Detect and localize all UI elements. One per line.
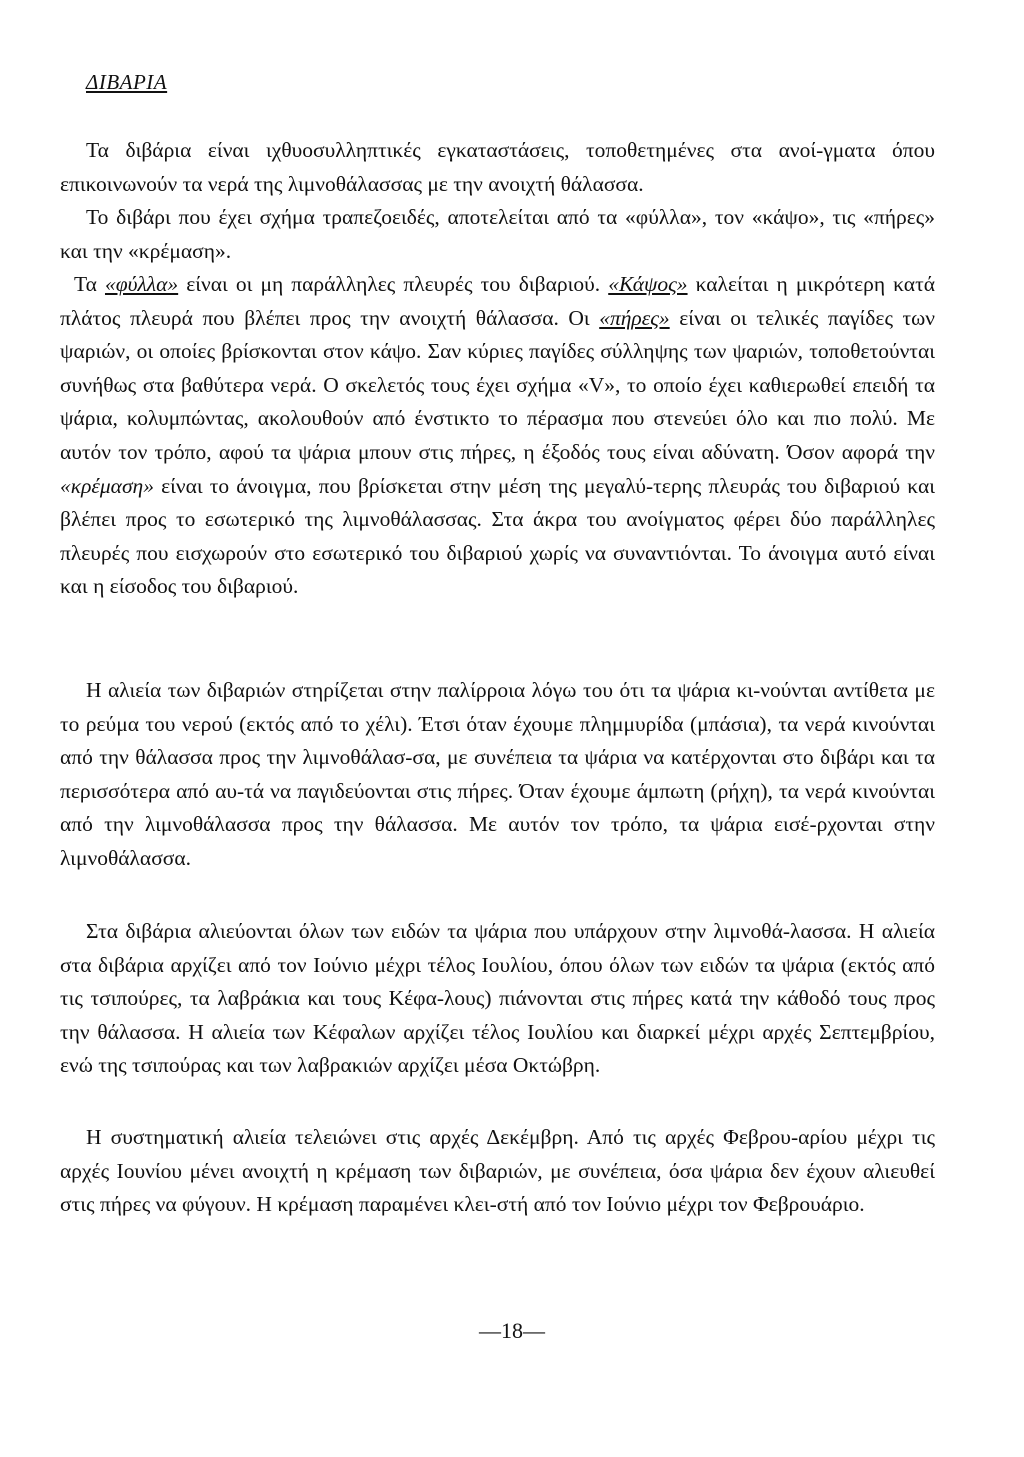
page-number: —18— xyxy=(479,1318,545,1343)
page-title: ΔΙΒΑΡΙΑ xyxy=(86,70,168,94)
paragraph-parts: Το διβάρι που έχει σχήμα τραπεζοειδές, αποτελείται από τα «φύλλα», τον «κάψο», τις «πήρες» και την «κρέμαση». xyxy=(60,205,935,263)
paragraph-fishing-tides: Η αλιεία των διβαριών στηρίζεται στην παλίρροια λόγω του ότι τα ψάρια κι-νούνται αντίθετα με το ρεύμα του νερού (εκτός από το χέλι). Έτσι όταν έχουμε πλημμυρίδα (μπάσια), τα νερά κινούνται από την θάλασσα προς την λιμνοθάλασ-σα, με συνέπεια τα ψάρια να κατέρχονται στο διβάρι και τα περισσότερα από αυ-τά να παγιδεύονται στις πήρες. Όταν έχουμε άμπωτη (ρήχη), τα νερά κινούνται από την λιμνοθάλασσα προς την θάλασσα. Με αυτόν τον τρόπο, τα ψάρια εισέ-ρχονται στην λιμνοθάλασσα. xyxy=(60,678,935,870)
paragraph-definition: Τα διβάρια είναι ιχθυοσυλληπτικές εγκαταστάσεις, τοποθετημένες στα ανοί-γματα όπου επικοινωνούν τα νερά της λιμνοθάλασσας με την ανοιχτή θάλασσα. xyxy=(60,138,935,196)
text-segment: είναι οι μη παράλληλες πλευρές του διβαριού. xyxy=(178,272,609,296)
term-fylla: «φύλλα» xyxy=(104,272,179,296)
text-segment: είναι οι τελικές παγίδες των ψαριών, οι οποίες βρίσκονται στον κάψο. Σαν κύριες παγίδες σύλληψης των ψαριών, τοποθετούνται συνήθως στα βαθύτερα νερά. Ο σκελετός τους έχει σχήμα «V», το οποίο έχει καθιερωθεί επειδή τα ψάρια, κολυμπώντας, ακολουθούν από ένστικτο το πέρασμα που στενεύει όλο και πιο πολύ. Με αυτόν τον τρόπο, αφού τα ψάρια μπουν στις πήρες, η έξοδός τους είναι αδύνατη. Όσον αφορά την xyxy=(60,305,935,464)
term-kremasi: «κρέμαση» xyxy=(60,473,154,498)
text-segment: καλείται η μικρότερη κατά πλάτος πλευρά που βλέπει προς την ανοιχτή θάλασσα. Οι xyxy=(60,272,935,330)
text-segment: είναι το άνοιγμα, που βρίσκεται στην μέση της μεγαλύ-τερης πλευράς του διβαριού και βλέπει προς το εσωτερικό της λιμνοθάλασσας. Στα άκρα του ανοίγματος φέρει δύο παράλληλες πλευρές που εισχωρούν στο εσωτερικό του διβαριού χωρίς να συναντιόνται. Το άνοιγμα αυτό είναι και η είσοδος του διβαριού. xyxy=(60,473,935,599)
term-pires: «πήρες» xyxy=(599,305,670,330)
paragraph-fishing-season: Στα διβάρια αλιεύονται όλων των ειδών τα ψάρια που υπάρχουν στην λιμνοθά-λασσα. Η αλιεία στα διβάρια αρχίζει από τον Ιούνιο μέχρι τέλος Ιουλίου, όπου όλων των ειδών τα ψάρια (εκτός από τις τσιπούρες, τα λαβράκια και τους Κέφα-λους) πιάνονται στις πήρες κατά την κάθοδό τους προς την θάλασσα. Η αλιεία των Κέφαλων αρχίζει τέλος Ιουλίου και διαρκεί μέχρι αρχές Σεπτεμβρίου, ενώ της τσιπούρας και των λαβρακιών αρχίζει μέσα Οκτώβρη. xyxy=(60,919,935,1078)
term-kapsos: «Κάψος» xyxy=(608,272,688,296)
paragraph-fishing-end: Η συστηματική αλιεία τελειώνει στις αρχές Δεκέμβρη. Από τις αρχές Φεβρου-αρίου μέχρι τις αρχές Ιουνίου μένει ανοιχτή η κρέμαση των διβαριών, με συνέπεια, όσα ψάρια δεν έχουν αλιευθεί στις πήρες να φύγουν. Η κρέμαση παραμένει κλει-στή από τον Ιούνιο μέχρι τον Φεβρουάριο. xyxy=(60,1125,935,1217)
text-segment: Τα xyxy=(74,272,105,296)
paragraph-parts-description xyxy=(60,268,935,604)
